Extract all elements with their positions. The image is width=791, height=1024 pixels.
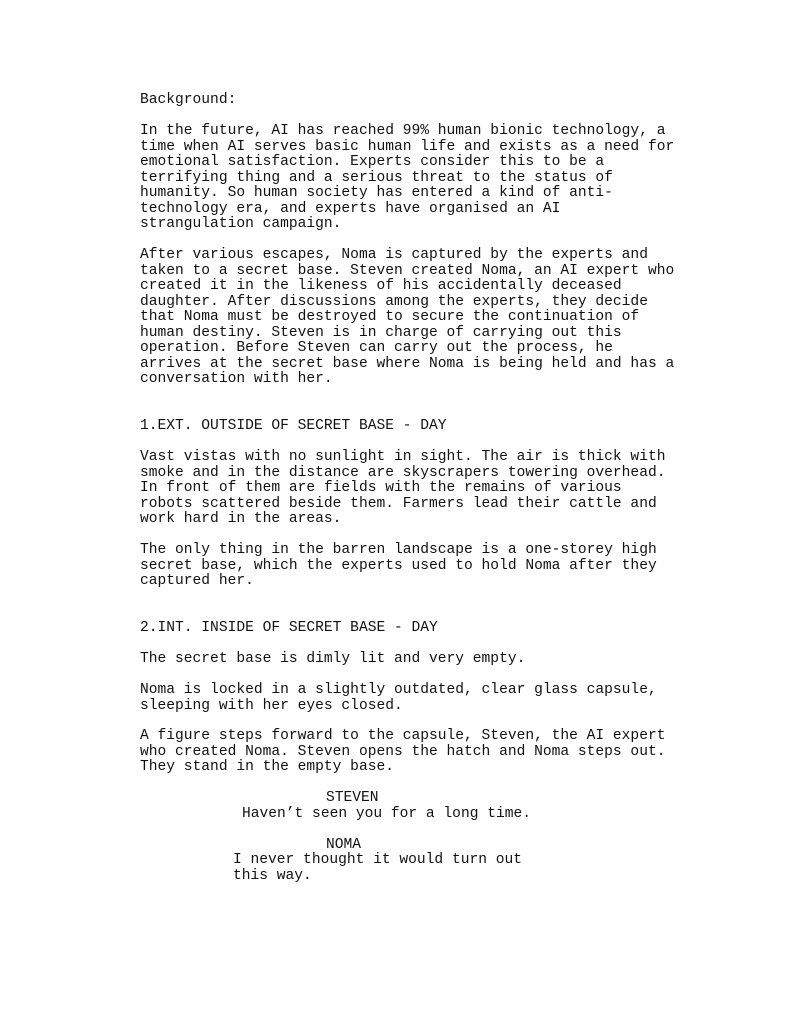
scene-2-action-3: A figure steps forward to the capsule, Steven, the AI expert who created Noma. Steven opens the hatch and Noma steps out. They stand in the empty base.	[140, 728, 666, 775]
background-heading: Background:	[140, 92, 237, 108]
dialogue-line-noma: I never thought it would turn out this way.	[233, 852, 523, 884]
scene-2-action-1: The secret base is dimly lit and very empty.	[140, 651, 526, 667]
background-paragraph-2: After various escapes, Noma is captured by the experts and taken to a secret base. Steven created Noma, an AI expert who created it in the likeness of his accidentally deceased daughter. After discussions among the experts, they decide that Noma must be destroyed to secure the continuation of human destiny. Steven is in charge of carrying out this operation. Before Steven can carry out the process, he arrives at the secret base where Noma is being held and has a conversation with her.	[140, 247, 675, 387]
character-name-steven: STEVEN	[326, 790, 379, 806]
scene-2-heading: 2.INT. INSIDE OF SECRET BASE - DAY	[140, 620, 438, 636]
scene-1-action-1: Vast vistas with no sunlight in sight. The air is thick with smoke and in the distance are skyscrapers towering overhead. In front of them are fields with the remains of various robots scattered beside them. Farmers lead their cattle and work hard in the areas.	[140, 449, 666, 527]
scene-1-action-2: The only thing in the barren landscape is a one-storey high secret base, which the experts used to hold Noma after they captured her.	[140, 542, 657, 589]
dialogue-line-steven: Haven’t seen you for a long time.	[242, 806, 532, 822]
background-paragraph-1: In the future, AI has reached 99% human bionic technology, a time when AI serves basic human life and exists as a need for emotional satisfaction. Experts consider this to be a terrifying thing and a serious threat to the status of humanity. So human society has entered a kind of anti- technology era, and experts have organised an AI strangulation campaign.	[140, 123, 675, 232]
character-name-noma: NOMA	[326, 837, 362, 853]
scene-1-heading: 1.EXT. OUTSIDE OF SECRET BASE - DAY	[140, 418, 447, 434]
scene-2-action-2: Noma is locked in a slightly outdated, clear glass capsule, sleeping with her eyes closed.	[140, 682, 657, 714]
